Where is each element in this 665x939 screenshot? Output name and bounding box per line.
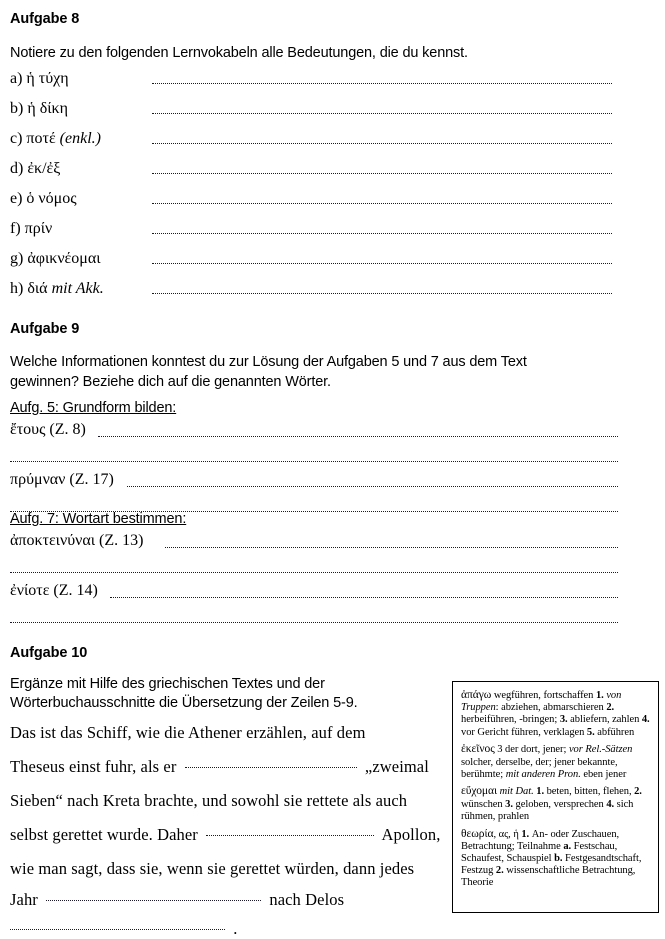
answer-dotted-rule xyxy=(110,597,618,598)
vocab-dotted-rule xyxy=(152,293,612,294)
vocab-dotted-rule xyxy=(152,83,612,84)
translation-text-before-gap: Jahr xyxy=(10,890,38,909)
task-10-heading: Aufgabe 10 xyxy=(10,645,88,661)
dictionary-entry-lemma: ἀπάγω xyxy=(461,689,492,701)
vocab-dotted-rule xyxy=(152,263,612,264)
dictionary-entry-lemma: ἐκεῖνος xyxy=(461,743,495,756)
answer-line-label: ἀποκτεινύναι (Z. 13) xyxy=(10,532,144,549)
vocab-term: a) ἡ τύχη xyxy=(10,70,69,87)
translation-line-7 xyxy=(10,919,237,939)
vocab-dotted-rule xyxy=(152,203,612,204)
answer-dotted-rule xyxy=(98,436,618,437)
answer-line-label: ἔτους (Z. 8) xyxy=(10,421,86,438)
task-10-prompt-line-1: Ergänze mit Hilfe des griechischen Textes und der xyxy=(10,676,325,692)
task-10-prompt-line-2: Wörterbuchausschnitte die Übersetzung der Zeilen 5-9. xyxy=(10,695,358,711)
translation-gap[interactable] xyxy=(10,929,225,930)
answer-line[interactable] xyxy=(10,532,618,556)
translation-text-after-gap: nach Delos xyxy=(269,890,345,909)
task-9-subheading-aufg7: Aufg. 7: Wortart bestimmen: xyxy=(10,511,187,527)
translation-line-4 xyxy=(10,825,440,845)
translation-line-5: wie man sagt, dass sie, wenn sie gerettet würden, dann jedes xyxy=(10,859,415,878)
vocab-term: f) πρίν xyxy=(10,220,53,237)
answer-line-continuation[interactable] xyxy=(10,557,618,581)
vocab-term-note: (enkl.) xyxy=(55,130,101,147)
answer-line[interactable] xyxy=(10,421,618,445)
task-9-subheading-aufg5: Aufg. 5: Grundform bilden: xyxy=(10,400,177,416)
task-9-prompt-line-2: gewinnen? Beziehe dich auf die genannten Wörter. xyxy=(10,374,331,390)
dictionary-entry-definition: , ας, ἡ 1. An- oder Zuschauen, Betrachtung; Teilnahme a. Festschau, Schaufest, Schauspiel b. Festgesandtschaft, Festzug 2. wissenschaftliche Betrachtung, Theorie xyxy=(461,828,642,889)
answer-dotted-rule xyxy=(165,547,618,548)
vocab-term: d) ἐκ/ἐξ xyxy=(10,160,61,177)
translation-text-after-gap: „zweimal xyxy=(364,757,429,776)
vocab-row[interactable] xyxy=(10,190,655,216)
translation-line-6 xyxy=(10,890,344,910)
translation-text-before-gap: selbst gerettet wurde. Daher xyxy=(10,825,198,844)
answer-dotted-rule xyxy=(10,461,618,462)
vocab-term: c) ποτέ (enkl.) xyxy=(10,130,101,147)
dictionary-excerpt-box xyxy=(452,681,659,913)
vocab-dotted-rule xyxy=(152,143,612,144)
vocab-dotted-rule xyxy=(152,113,612,114)
vocab-row[interactable] xyxy=(10,160,655,186)
translation-gap[interactable] xyxy=(185,767,357,768)
vocab-term: h) διά mit Akk. xyxy=(10,280,104,297)
vocab-row[interactable] xyxy=(10,130,655,156)
answer-dotted-rule xyxy=(10,572,618,573)
task-8-heading: Aufgabe 8 xyxy=(10,11,80,27)
answer-line-label: πρύμναν (Z. 17) xyxy=(10,471,114,488)
translation-final-period: . xyxy=(233,919,238,938)
dictionary-entry-definition: 3 der dort, jener; vor Rel.-Sätzen solcher, derselbe, der; jener bekannte, berühmte; mit anderen Pron. eben jener xyxy=(461,744,633,780)
vocab-row[interactable] xyxy=(10,220,655,246)
translation-gap[interactable] xyxy=(206,835,374,836)
dictionary-entry xyxy=(461,689,652,739)
answer-line-continuation[interactable] xyxy=(10,607,618,631)
vocab-dotted-rule xyxy=(152,173,612,174)
vocab-dotted-rule xyxy=(152,233,612,234)
answer-line-label: ἐνίοτε (Z. 14) xyxy=(10,582,98,599)
answer-line-continuation[interactable] xyxy=(10,446,618,470)
translation-line-3: Sieben“ nach Kreta brachte, und sowohl sie rettete als auch xyxy=(10,791,408,810)
answer-line[interactable] xyxy=(10,471,618,495)
translation-text-before-gap: Theseus einst fuhr, als er xyxy=(10,757,177,776)
vocab-row[interactable] xyxy=(10,250,655,276)
dictionary-entry xyxy=(461,743,652,781)
dictionary-entry-definition: wegführen, fortschaffen 1. von Truppen: abziehen, abmarschieren 2. herbeiführen, -bringen; 3. abliefern, zahlen 4. vor Gericht führen, verklagen 5. abführen xyxy=(461,690,650,738)
vocab-row[interactable] xyxy=(10,100,655,126)
vocab-row[interactable] xyxy=(10,280,655,306)
answer-dotted-rule xyxy=(10,511,618,512)
task-9-prompt-line-1: Welche Informationen konntest du zur Lösung der Aufgaben 5 und 7 aus dem Text xyxy=(10,354,527,370)
vocab-term-note: mit Akk. xyxy=(47,280,104,297)
task-8-prompt: Notiere zu den folgenden Lernvokabeln alle Bedeutungen, die du kennst. xyxy=(10,45,468,61)
dictionary-entry-definition: mit Dat. 1. beten, bitten, flehen, 2. wünschen 3. geloben, versprechen 4. sich rühmen, prahlen xyxy=(461,786,642,822)
translation-line-1: Das ist das Schiff, wie die Athener erzählen, auf dem xyxy=(10,723,366,742)
vocab-row[interactable] xyxy=(10,70,655,96)
dictionary-entry xyxy=(461,785,652,823)
vocab-term: e) ὁ νόμος xyxy=(10,190,77,207)
translation-gap[interactable] xyxy=(46,900,261,901)
translation-line-2 xyxy=(10,757,429,777)
vocab-term: g) ἀφικνέομαι xyxy=(10,250,101,267)
answer-dotted-rule xyxy=(10,622,618,623)
task-9-heading: Aufgabe 9 xyxy=(10,321,80,337)
translation-text-after-gap: Apollon, xyxy=(381,825,441,844)
dictionary-entry xyxy=(461,828,652,890)
dictionary-entry-lemma: εὔχομαι xyxy=(461,785,498,798)
answer-line[interactable] xyxy=(10,582,618,606)
answer-dotted-rule xyxy=(127,486,618,487)
dictionary-entry-lemma: θεωρία xyxy=(461,827,494,840)
vocab-term: b) ἡ δίκη xyxy=(10,100,68,117)
